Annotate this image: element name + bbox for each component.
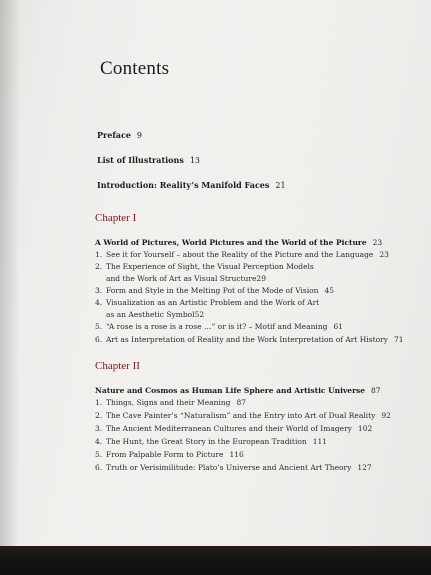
toc-entry <box>95 398 246 407</box>
toc-num: 6. <box>95 463 103 472</box>
dark-background-edge <box>0 546 431 575</box>
toc-text: “A rose is a rose is a rose …” or is it? – Motif and Meaning <box>106 322 328 331</box>
toc-page: 71 <box>393 335 404 344</box>
toc-entry-continuation <box>106 274 266 283</box>
toc-entry <box>95 437 327 446</box>
toc-num: 3. <box>95 286 103 295</box>
toc-entry <box>95 335 403 344</box>
toc-text: The Hunt, the Great Story in the European Tradition <box>106 437 307 446</box>
toc-text: Things, Signs and their Meaning <box>106 398 231 407</box>
toc-page: 111 <box>312 437 328 446</box>
page-title: Contents <box>100 58 170 79</box>
chapter-1-heading: Chapter I <box>95 212 137 224</box>
toc-front-illustrations <box>97 155 200 165</box>
chapter-2-lead <box>95 386 381 395</box>
toc-text: and the Work of Art as Visual Structure <box>106 274 257 283</box>
toc-num: 4. <box>95 298 103 307</box>
toc-num: 5. <box>95 450 103 459</box>
toc-text: From Palpable Form to Picture <box>106 450 224 459</box>
toc-page: 87 <box>371 386 381 395</box>
toc-num: 2. <box>95 262 103 271</box>
chapter-2-heading: Chapter II <box>95 360 140 372</box>
toc-entry <box>95 322 343 331</box>
toc-num: 6. <box>95 335 103 344</box>
toc-page: 23 <box>372 238 383 247</box>
toc-num: 1. <box>95 398 103 407</box>
toc-entry <box>95 463 372 472</box>
toc-label: Preface <box>97 130 131 140</box>
toc-entry <box>95 262 314 271</box>
toc-num: 5. <box>95 322 103 331</box>
toc-page: 102 <box>357 424 373 433</box>
toc-entry <box>95 286 334 295</box>
toc-page: 87 <box>236 398 247 407</box>
toc-page: 13 <box>189 156 201 165</box>
toc-num: 2. <box>95 411 103 420</box>
toc-entry-continuation <box>106 310 204 319</box>
toc-label: Nature and Cosmos as Human Life Sphere and Artistic Universe <box>95 386 366 395</box>
toc-page: 9 <box>136 131 142 140</box>
toc-front-introduction <box>97 180 286 190</box>
toc-page: 127 <box>357 463 372 472</box>
toc-text: The Ancient Mediterranean Cultures and their World of Imagery <box>106 424 352 433</box>
toc-label: Introduction: Reality’s Manifold Faces <box>97 180 270 190</box>
toc-entry <box>95 298 319 307</box>
toc-num: 3. <box>95 424 103 433</box>
toc-entry <box>95 450 244 459</box>
toc-page: 92 <box>381 411 391 420</box>
toc-label: A World of Pictures, World Pictures and the World of the Picture <box>95 238 367 247</box>
toc-page: 23 <box>379 250 389 259</box>
toc-text: Visualization as an Artistic Problem and the Work of Art <box>106 298 320 307</box>
toc-entry <box>95 424 372 433</box>
toc-text: as an Aesthetic Symbol <box>106 310 195 319</box>
toc-page: 52 <box>194 310 205 319</box>
toc-text: Art as Interpretation of Reality and the Work Interpretation of Art History <box>106 335 388 344</box>
toc-entry <box>95 250 389 259</box>
toc-text: The Cave Painter’s “Naturalism” and the Entry into Art of Dual Reality <box>106 411 376 420</box>
toc-entry <box>95 411 391 420</box>
toc-num: 4. <box>95 437 103 446</box>
toc-front-preface <box>97 130 142 140</box>
toc-page: 116 <box>229 450 244 459</box>
chapter-1-lead <box>95 238 382 247</box>
toc-page: 45 <box>324 286 335 295</box>
toc-num: 1. <box>95 250 103 259</box>
toc-page: 21 <box>275 181 286 190</box>
toc-page: 61 <box>333 322 343 331</box>
toc-text: The Experience of Sight, the Visual Perception Models <box>106 262 314 271</box>
toc-page: 29 <box>256 274 266 283</box>
toc-text: Truth or Verisimilitude: Plato’s Universe and Ancient Art Theory <box>106 463 352 472</box>
toc-text: Form and Style in the Melting Pot of the Mode of Vision <box>106 286 319 295</box>
toc-label: List of Illustrations <box>97 155 184 165</box>
toc-text: See it for Yourself – about the Reality of the Picture and the Language <box>106 250 374 259</box>
page-gutter-shadow <box>0 0 20 546</box>
